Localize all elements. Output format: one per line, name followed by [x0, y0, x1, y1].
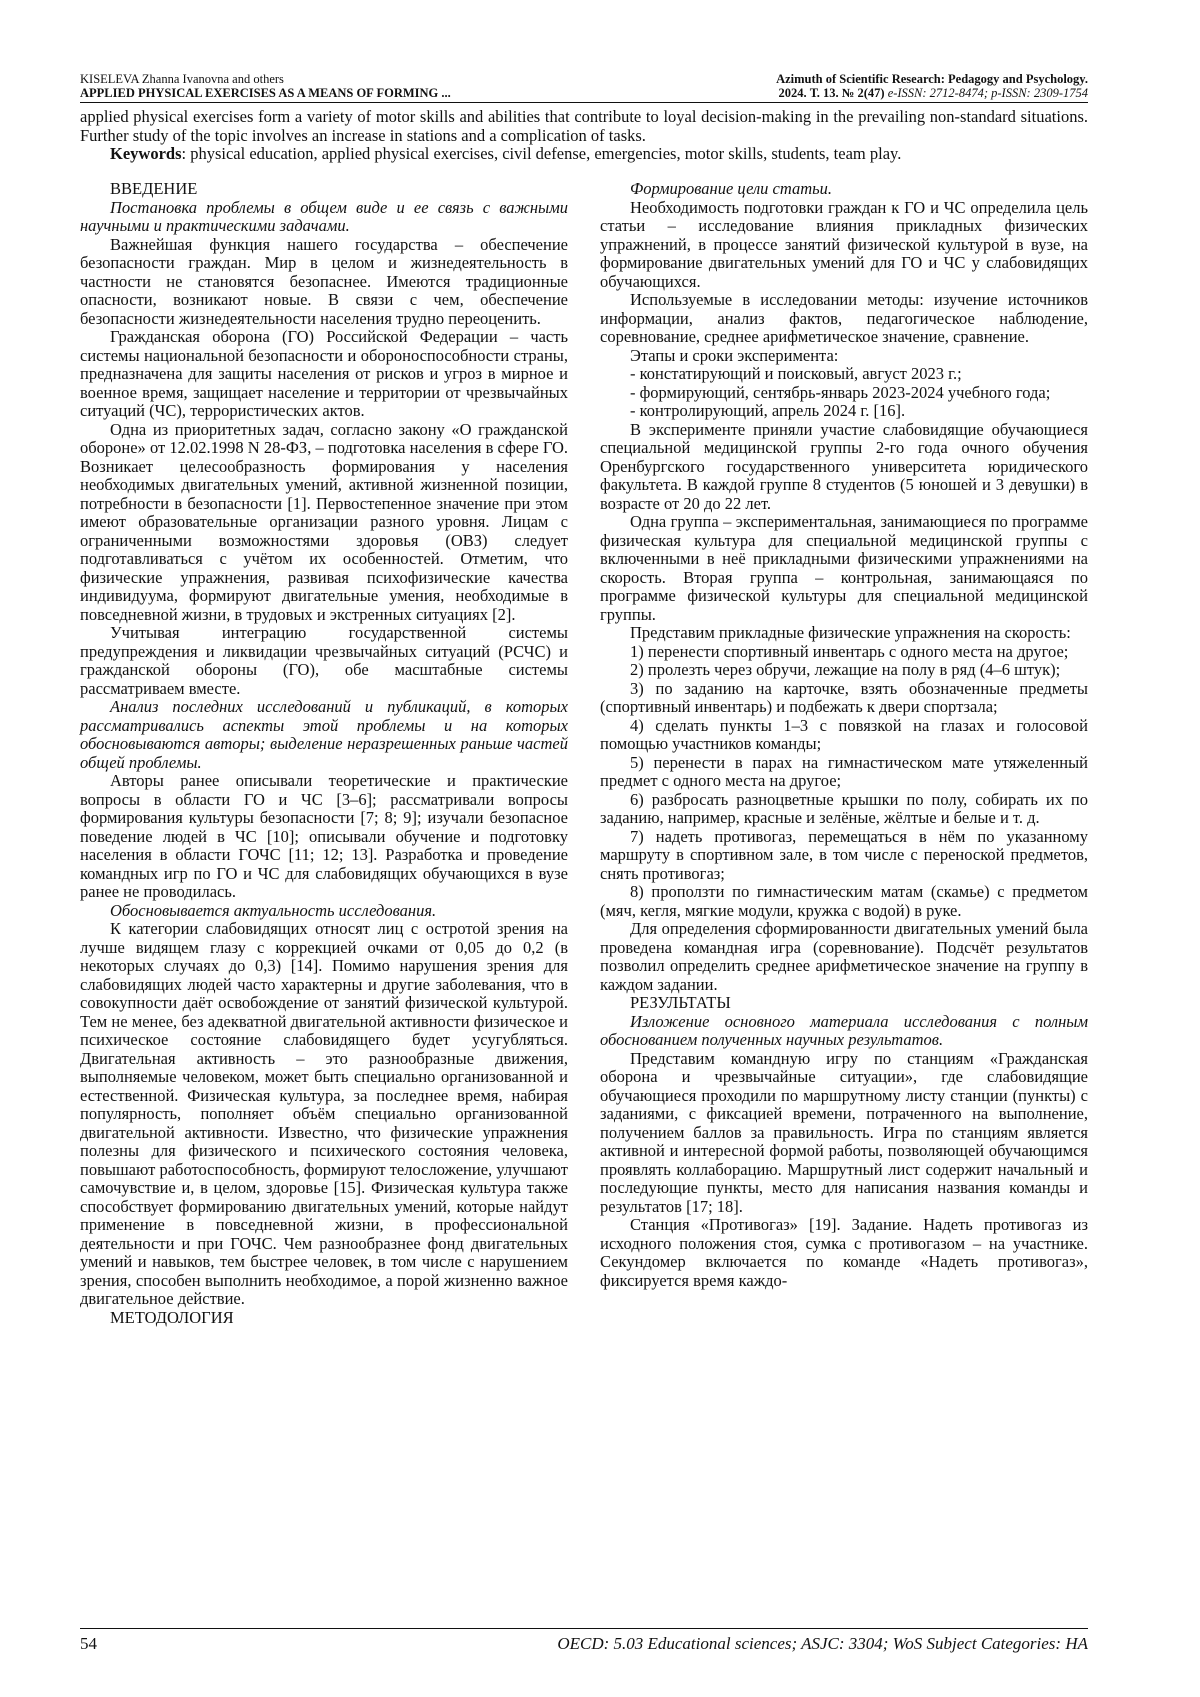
paragraph: Гражданская оборона (ГО) Российской Федерации – часть системы национальной безопасности и обороноспособности страны, предназначена для защиты населения от рисков и угроз в мирное и военное время, защищает население и территории от чрезвычайных ситуаций (ЧС), террористических актов. — [80, 327, 568, 420]
footer-classification: OECD: 5.03 Educational sciences; ASJC: 3304; WoS Subject Categories: HA — [557, 1634, 1088, 1653]
paragraph: 6) разбросать разноцветные крышки по полу, собирать их по заданию, например, красные и зелёные, жёлтые и белые и т. д. — [600, 789, 1088, 827]
section-heading: РЕЗУЛЬТАТЫ — [630, 993, 731, 1012]
paragraph: Используемые в исследовании методы: изучение источников информации, анализ фактов, педагогическое наблюдение, соревнование, среднее арифметическое значение, сравнение. — [600, 290, 1088, 346]
header-issn: e-ISSN: 2712-8474; p-ISSN: 2309-1754 — [887, 86, 1088, 100]
keywords-label: Keywords — [110, 144, 182, 163]
abstract-continuation — [80, 108, 1088, 164]
keywords-list: : physical education, applied physical exercises, civil defense, emergencies, motor skills, students, team play. — [181, 144, 902, 163]
paragraph: Этапы и сроки эксперимента: — [630, 345, 839, 365]
footer-rule — [80, 1628, 1088, 1629]
header-journal: Azimuth of Scientific Research: Pedagogy and Psychology. — [776, 72, 1088, 86]
header-article-title: APPLIED PHYSICAL EXERCISES AS A MEANS OF FORMING ... — [80, 86, 451, 100]
left-column — [80, 180, 568, 1327]
paragraph: Учитывая интеграцию государственной системы предупреждения и ликвидации чрезвычайных ситуаций (РСЧС) и гражданской обороны (ГО), обе масштабные системы рассматриваем вместе. — [80, 623, 568, 698]
paragraph: - констатирующий и поисковый, август 2023 г.; — [630, 364, 962, 383]
section-heading: ВВЕДЕНИЕ — [110, 179, 198, 198]
paragraph: Необходимость подготовки граждан к ГО и ЧС определила цель статьи – исследование влияния прикладных физических упражнений, в процессе занятий физической культурой в вузе, на формирование двигательных умений для ГО и ЧС у слабовидящих обучающихся. — [600, 197, 1088, 291]
paragraph: Представим прикладные физические упражнения на скорость: — [630, 623, 1071, 642]
section-subheading: Изложение основного материала исследования с полным обоснованием полученных научных результатов. — [600, 1011, 1088, 1049]
paragraph: Станция «Противогаз» [19]. Задание. Надеть противогаз из исходного положения стоя, сумка с противогазом – на участнике. Секундомер включается по команде «Надеть противогаз», фиксируется время каждо- — [600, 1215, 1088, 1290]
paragraph: Одна из приоритетных задач, согласно закону «О гражданской обороне» от 12.02.1998 N 28-ФЗ, – подготовка населения в сфере ГО. Возникает целесообразность формирования у населения необходимых двигательных умений, активной жизненной позиции, потребности в безопасности [1]. Первостепенное значение при этом имеют образовательные организации разного уровня. Лицам с ограниченными возможностями здоровья (ОВЗ) следует подготавливаться с учётом их особенностей. Отметим, что физические упражнения, развивая психофизические качества индивидуума, формируют двигательные умения, необходимые в повседневной жизни, в трудовых и экстренных ситуациях [2]. — [80, 419, 568, 624]
paragraph: - формирующий, сентябрь-январь 2023-2024 учебного года; — [630, 382, 1051, 402]
paragraph: Представим командную игру по станциям «Гражданская оборона и чрезвычайные ситуации», где слабовидящие обучающиеся проходили по маршрутному листу станции (пункты) с заданиями, с фиксацией времени, потраченного на выполнение, получением баллов за правильность. Игра по станциям является активной и интересной формой работы, позволяющей обучающимся проявлять коллаборацию. Маршрутный лист содержит начальный и последующие пункты, место для написания названия команды и результатов [17; 18]. — [600, 1048, 1088, 1216]
header-authors: KISELEVA Zhanna Ivanovna and others — [80, 72, 284, 86]
section-subheading: Анализ последних исследований и публикаций, в которых рассматривались аспекты этой проблемы и на которых обосновываются авторы; выделение неразрешенных раньше частей общей проблемы. — [80, 697, 568, 772]
paragraph: 2) пролезть через обручи, лежащие на полу в ряд (4–6 штук); — [630, 660, 1061, 679]
page-number: 54 — [80, 1634, 97, 1653]
paragraph: В эксперименте приняли участие слабовидящие обучающиеся специальной медицинской группы 2-го года очного обучения Оренбургского государственного университета юридического факультета. В каждой группе 8 студентов (5 юношей и 3 девушки) в возрасте от 20 до 22 лет. — [600, 419, 1088, 513]
section-subheading: Обосновывается актуальность исследования. — [110, 900, 437, 920]
paragraph: 7) надеть противогаз, перемещаться в нём по указанному маршруту в спортивном зале, в том числе с переноской предметов, снять противогаз; — [600, 826, 1088, 883]
header-issue: 2024. Т. 13. № 2(47) — [778, 86, 885, 100]
paragraph: Важнейшая функция нашего государства – обеспечение безопасности граждан. Мир в целом и жизнедеятельность в частности не становятся безопаснее. Имеются традиционные опасности, возникают новые. В связи с чем, обеспечение безопасности жизнедеятельности населения трудно переоценить. — [80, 234, 568, 328]
paragraph: - контролирующий, апрель 2024 г. [16]. — [630, 401, 906, 420]
paragraph: 8) проползти по гимнастическим матам (скамье) с предметом (мяч, кегля, мягкие модули, кружка с водой) в руке. — [600, 882, 1088, 920]
section-heading: МЕТОДОЛОГИЯ — [110, 1307, 234, 1327]
running-header — [80, 70, 1088, 103]
section-subheading: Постановка проблемы в общем виде и ее связь с важными научными и практическими задачами. — [80, 197, 568, 235]
right-column — [600, 180, 1088, 1290]
header-right — [776, 72, 1088, 100]
paragraph: 3) по заданию на карточке, взять обозначенные предметы (спортивный инвентарь) и подбежать к двери спортзала; — [600, 678, 1088, 716]
paragraph: 1) перенести спортивный инвентарь с одного места на другое; — [630, 641, 1069, 661]
header-left — [80, 72, 451, 100]
section-subheading: Формирование цели статьи. — [630, 179, 833, 198]
header-issue-line — [776, 86, 1088, 100]
paragraph: Для определения сформированности двигательных умений была проведена командная игра (соревнование). Подсчёт результатов позволил определить среднее арифметическое значение на группу в каждом задании. — [600, 919, 1088, 994]
keywords — [80, 145, 1088, 164]
paragraph: Одна группа – экспериментальная, занимающиеся по программе физическая культура для специальной медицинской группы с включенными в неё прикладными физическими упражнениями на скорость. Вторая группа – контрольная, занимающаяся по программе физической культуры для специальной медицинской группы. — [600, 512, 1088, 624]
paragraph: 4) сделать пункты 1–3 с повязкой на глазах и голосовой помощью участников команды; — [600, 715, 1088, 753]
paragraph: К категории слабовидящих относят лиц с остротой зрения на лучше видящем глазу с коррекцией очками от 0,05 до 0,2 (в некоторых случаях до 0,3) [14]. Помимо нарушения зрения для слабовидящих людей часто характерны и другие заболевания, что в совокупности даёт освобождение от занятий физической культурой. Тем не менее, без адекватной двигательной активности физическое и психическое состояние слабовидящего будет усугубляться. Двигательная активность – это разнообразные движения, выполняемые человеком, может быть специально организованной и естественной. Физическая культура, за последнее время, набирая популярность, пополняет объём специально организованной двигательной активности. Известно, что физические упражнения полезны для физического и психического состояния человека, повышают работоспособность, формируют телосложение, улучшают самочувствие и, в целом, здоровье [15]. Физическая культура также способствует формированию двигательных умений, которые найдут применение в повседневной жизни, в профессиональной деятельности и при ГОЧС. Чем разнообразнее фонд двигательных умений и навыков, тем быстрее человек, в том числе с нарушением зрения, способен выполнить необходимое, а порой жизненно важное двигательное действие. — [80, 919, 568, 1308]
paragraph: 5) перенести в парах на гимнастическом мате утяжеленный предмет с одного места на другое; — [600, 752, 1088, 790]
abstract-text: applied physical exercises form a variety of motor skills and abilities that contribute to loyal decision-making in the prevailing non-standard situations. Further study of the topic involves an increase in stations and a complication of tasks. — [80, 107, 1088, 145]
paragraph: Авторы ранее описывали теоретические и практические вопросы в области ГО и ЧС [3–6]; рассматривали вопросы формирования культуры безопасности [7; 8; 9]; изучали безопасное поведение людей в ЧС [10]; описывали обучение и подготовку населения в области ГОЧС [11; 12; 13]. Разработка и проведение командных игр по ГО и ЧС для слабовидящих обучающихся в вузе ранее не проводилась. — [80, 771, 568, 901]
